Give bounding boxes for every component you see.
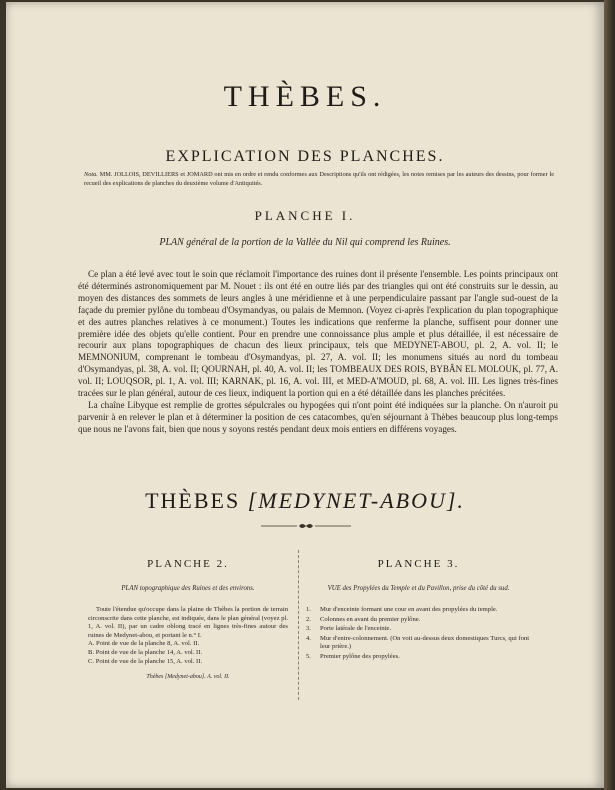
page-title: THÈBES. [223,80,387,113]
item-number: 5. [306,652,311,660]
planche-1-heading: PLANCHE I. [254,208,356,223]
item-text: Mur d'enceinte formant une cour en avant des propylées du temple. [320,606,498,613]
item-number: 4. [306,634,311,642]
book-spine-shadow [604,0,615,790]
medynet-prefix: THÈBES [145,488,241,513]
planche-2-body [88,606,288,666]
nota-note [84,171,554,188]
item-text: Mur d'entre-colonnement. (On voit au-dessus deux domestiques Turcs, qui font leur prière.) [320,634,530,651]
planche-3-item [306,635,531,652]
item-text: Colonnes en avant du premier pylône. [320,615,421,623]
planche-2-paragraph: Toute l'étendue qu'occupe dans la plaine de Thèbes la portion de terrain circonscrite dans cette planche, est indiquée, dans le plan général (voyez pl. 1, A. vol. II), par un cadre oblong tracé en lignes très-fines autour des ruines de Medynet-abou, et portant le n.° I. [88,606,288,639]
planche-3-heading: PLANCHE 3. [377,558,460,570]
planche-1-paragraph: Ce plan a été levé avec tout le soin que réclamoit l'importance des ruines dont il présente l'ensemble. Les points principaux ont été déterminés astronomiquement par M. Nouet : ils ont été en outre liés par des triangles qui ont été construits sur le dessin, au moyen des distances des sommets de leurs angles à une méridienne et à une perpendiculaire passant par l'angle sud-ouest de la façade du premier pylône du tombeau d'Osymandyas, ou palais de Memnon. (Voyez ci-après l'explication du plan topographique et des autres planches relatives à ce monument.) Toutes les indications que renferme la planche, suffisent pour donner une première idée des objets qu'elle contient. Pour en prendre une connoissance plus ample et plus détaillée, il est nécessaire de recourir aux plans topographiques de chacun des lieux principaux, tels que MEDYNET-ABOU, pl. 2, A. vol. II; le MEMNONIUM, comprenant le tombeau d'Osymandyas, pl. 27, A. vol. II; les monumens situés au nord du tombeau d'Osymandyas, pl. 38, A. vol. II; QOURNAH, pl. 40, A. vol. II; les TOMBEAUX DES ROIS, BYBÂN EL MOLOUK, pl. 77, A. vol. II; LOUQSOR, pl. 1, A. vol. III; KARNAK, pl. 16, A. vol. III, et MED-A'MOUD, pl. 68, A. vol. III. Les lignes très-fines tracées sur le plan général, autour de ces lieux, indiquent la portion qui en a été détaillée dans les planches précitées. [78,269,558,399]
item-text: Porte latérale de l'enceinte. [320,625,392,633]
item-number: 3. [306,625,311,633]
nota-text: MM. JOLLOIS, DEVILLIERS et JOMARD ont mis en ordre et rendu conformes aux Descriptions qu'ils ont rédigées, les notes remises par les auteurs des dessins, pour former le recueil des explications de planches du deuxième volume d'Antiquités. [84,171,554,187]
planche-2-heading: PLANCHE 2. [147,558,229,570]
item-number: 2. [306,615,311,623]
planche-2-item: A. Point de vue de la planche 8, A. vol. II. [88,640,200,648]
planche-2-footer: Thèbes [Medynet-abou]. A. vol. II. [146,674,230,680]
nota-label: Nota. [84,171,98,178]
planche-3-item [306,653,531,662]
column-divider [298,550,299,700]
planche-1-body [78,269,558,436]
ornament-rule [261,521,351,531]
planche-2-item: C. Point de vue de la planche 15, A. vol. II. [88,657,203,665]
planche-3-subtitle: VUE des Propylées du Temple et du Pavillon, prise du côté du sud. [327,585,510,592]
planche-1-paragraph: La chaîne Libyque est remplie de grottes sépulcrales ou hypogées qui n'ont point été indiquées sur la planche. On n'auroit pu parvenir à en relever le plan et à déterminer la position de ces catacombes, qu'en séjournant à Thèbes beaucoup plus long-temps que nous ne l'avons fait, bien que nous y soyons restés pendant deux mois entiers en différens voyages. [78,399,558,434]
medynet-name: [MEDYNET-ABOU]. [247,488,465,513]
medynet-abou-heading [6,488,604,514]
planche-3-item [306,616,531,625]
planche-1-subtitle: PLAN général de la portion de la Vallée du Nil qui comprend les Ruines. [159,237,451,248]
item-text: Premier pylône des propylées. [320,652,400,660]
planche-2-item: B. Point de vue de la planche 14, A. vol. II. [88,648,203,656]
item-number: 1. [306,606,311,613]
planche-3-list [306,606,531,663]
book-page [6,2,604,788]
planche-2-subtitle: PLAN topographique des Ruines et des environs. [121,585,255,592]
section-heading-explication: EXPLICATION DES PLANCHES. [165,148,445,165]
planche-3-item [306,625,531,634]
planche-3-item [306,606,531,615]
